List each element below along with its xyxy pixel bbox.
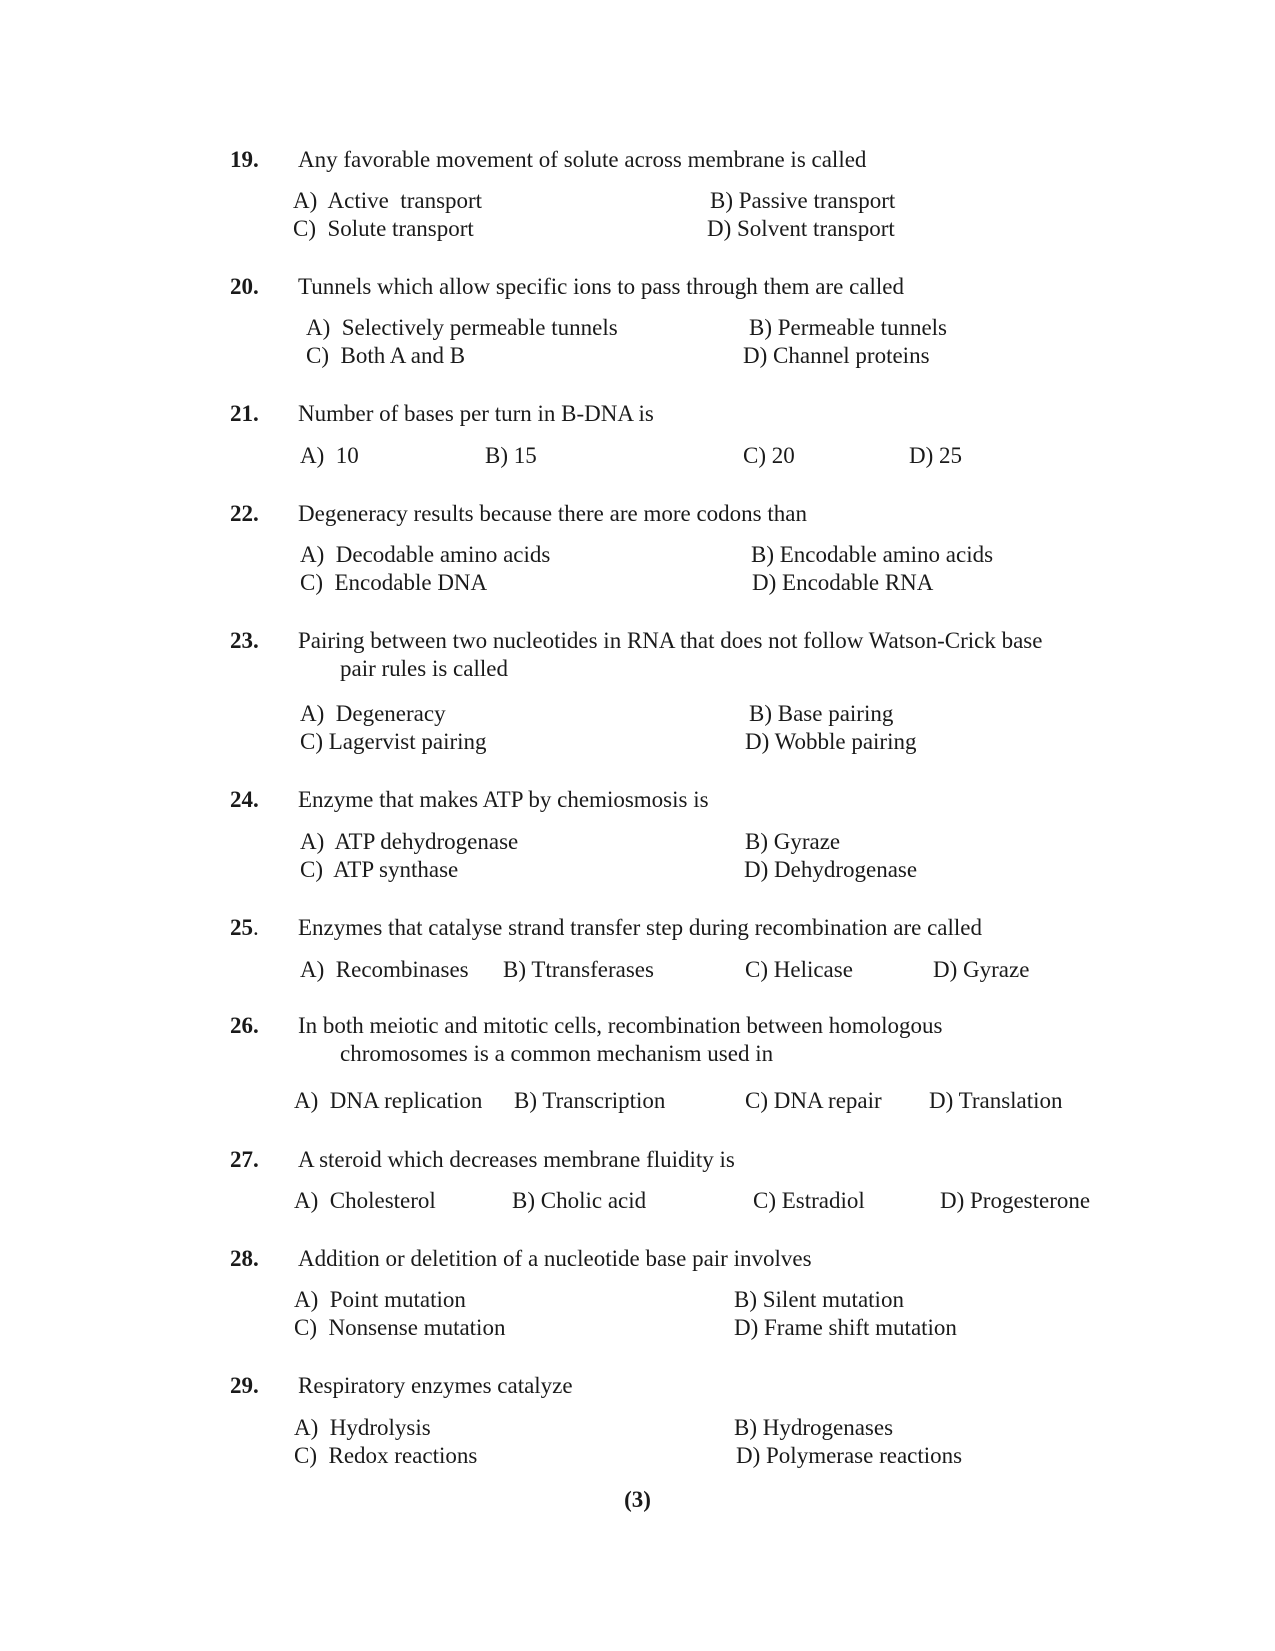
option-b: B) Encodable amino acids <box>751 542 994 567</box>
question-text: Respiratory enzymes catalyze <box>298 1373 573 1398</box>
question-number: 20. <box>230 274 259 299</box>
question-text: Tunnels which allow specific ions to pass through them are called <box>298 274 904 299</box>
option-c: C) Redox reactions <box>294 1443 478 1468</box>
option-a: A) Decodable amino acids <box>300 542 551 567</box>
option-d: D) Translation <box>929 1088 1063 1113</box>
question-number: 26. <box>230 1013 259 1038</box>
option-b: B) Cholic acid <box>512 1188 647 1213</box>
option-c: C) Solute transport <box>293 216 474 241</box>
option-b: B) Silent mutation <box>734 1287 904 1312</box>
option-a: A) Cholesterol <box>294 1188 436 1213</box>
option-b: B) Hydrogenases <box>734 1415 894 1440</box>
question-text: Number of bases per turn in B-DNA is <box>298 401 654 426</box>
question-number: 25. <box>230 915 259 940</box>
option-c: C) ATP synthase <box>300 857 459 882</box>
question-text-line-1: Pairing between two nucleotides in RNA that does not follow Watson-Crick base <box>298 628 1043 653</box>
question-text: Enzymes that catalyse strand transfer step during recombination are called <box>298 915 982 940</box>
option-a: A) ATP dehydrogenase <box>300 829 519 854</box>
option-d: D) Polymerase reactions <box>736 1443 963 1468</box>
option-d: D) Solvent transport <box>707 216 895 241</box>
option-a: A) Recombinases <box>300 957 469 982</box>
question-number: 29. <box>230 1373 259 1398</box>
option-a: A) Degeneracy <box>300 701 446 726</box>
option-b: B) Permeable tunnels <box>749 315 948 340</box>
question-text: Addition or deletition of a nucleotide base pair involves <box>298 1246 812 1271</box>
option-b: B) Ttransferases <box>503 957 654 982</box>
option-a: A) Hydrolysis <box>294 1415 431 1440</box>
question-text: Degeneracy results because there are more codons than <box>298 501 807 526</box>
question-text-line-1: In both meiotic and mitotic cells, recombination between homologous <box>298 1013 943 1038</box>
option-b: B) Base pairing <box>749 701 894 726</box>
option-b: B) Passive transport <box>710 188 896 213</box>
option-a: A) Selectively permeable tunnels <box>306 315 618 340</box>
option-d: D) Dehydrogenase <box>744 857 918 882</box>
question-text: Any favorable movement of solute across membrane is called <box>298 147 867 172</box>
question-text <box>298 1012 1118 1068</box>
option-d: D) Progesterone <box>940 1188 1091 1213</box>
option-d: D) Encodable RNA <box>752 570 934 595</box>
option-d: D) Gyraze <box>933 957 1030 982</box>
option-a: A) DNA replication <box>294 1088 483 1113</box>
option-d: D) Frame shift mutation <box>734 1315 957 1340</box>
option-b: B) 15 <box>485 443 537 468</box>
question-text <box>298 627 1118 683</box>
option-c: C) Estradiol <box>753 1188 865 1213</box>
option-d: D) Wobble pairing <box>745 729 917 754</box>
option-c: C) Both A and B <box>306 343 466 368</box>
option-d: D) Channel proteins <box>743 343 930 368</box>
option-c: C) Lagervist pairing <box>300 729 487 754</box>
option-c: C) Nonsense mutation <box>294 1315 506 1340</box>
question-text: A steroid which decreases membrane fluidity is <box>298 1147 735 1172</box>
question-text: Enzyme that makes ATP by chemiosmosis is <box>298 787 709 812</box>
option-c: C) DNA repair <box>745 1088 882 1113</box>
question-text-line-2: chromosomes is a common mechanism used in <box>340 1041 774 1066</box>
question-number: 27. <box>230 1147 259 1172</box>
question-number: 28. <box>230 1246 259 1271</box>
option-c: C) Encodable DNA <box>300 570 488 595</box>
question-number: 22. <box>230 501 259 526</box>
option-c: C) Helicase <box>745 957 853 982</box>
option-d: D) 25 <box>909 443 963 468</box>
option-a: A) Active transport <box>293 188 483 213</box>
page-number: (3) <box>624 1487 651 1512</box>
question-text-line-2: pair rules is called <box>340 656 508 681</box>
question-number: 23. <box>230 628 259 653</box>
option-a: A) 10 <box>300 443 359 468</box>
question-number: 21. <box>230 401 259 426</box>
option-b: B) Gyraze <box>745 829 841 854</box>
option-a: A) Point mutation <box>294 1287 466 1312</box>
option-b: B) Transcription <box>514 1088 666 1113</box>
question-number: 24. <box>230 787 259 812</box>
option-c: C) 20 <box>743 443 795 468</box>
question-number: 19. <box>230 147 259 172</box>
